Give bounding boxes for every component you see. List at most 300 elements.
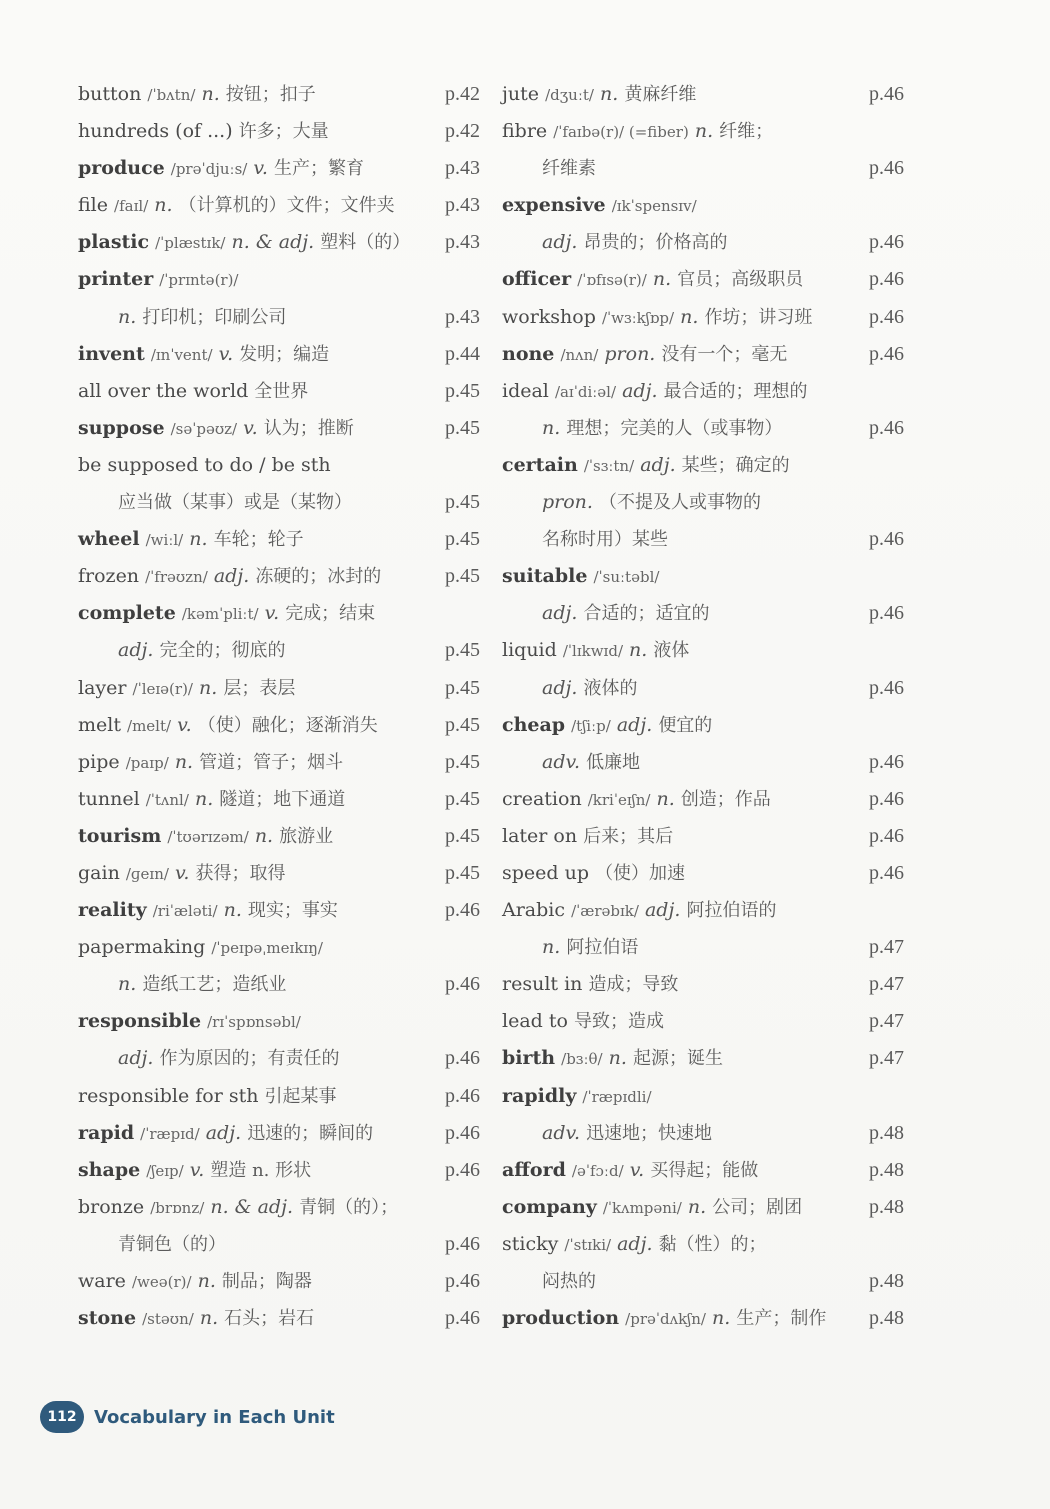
- vocab-entry: [78, 113, 478, 150]
- part-of-speech: adj.: [118, 1047, 154, 1070]
- vocab-entry: [78, 336, 478, 373]
- phonetic: /bɜːθ/: [561, 1050, 603, 1069]
- page-reference: p.45: [445, 379, 480, 402]
- headword: melt: [78, 713, 121, 736]
- chinese-meaning: 迅速的；瞬间的: [247, 1122, 374, 1144]
- page-reference: p.46: [869, 602, 904, 625]
- vocab-entry: [502, 224, 902, 261]
- page-reference: p.46: [445, 973, 480, 996]
- phonetic: /wiːl/: [145, 531, 184, 550]
- chinese-meaning: 完成；结束: [285, 603, 376, 625]
- headword: file: [78, 194, 108, 217]
- chinese-meaning: 制品；陶器: [221, 1271, 312, 1292]
- chinese-meaning: 纤维素: [542, 158, 596, 180]
- chinese-meaning: 打印机；印刷公司: [142, 306, 287, 328]
- headword: Arabic: [502, 899, 566, 922]
- page-reference: p.47: [869, 1010, 904, 1033]
- chinese-meaning: 阿拉伯语: [566, 937, 639, 959]
- vocab-entry: [502, 670, 902, 707]
- vocab-entry: [78, 558, 478, 595]
- vocab-entry: [502, 187, 902, 224]
- page-reference: p.45: [445, 639, 480, 662]
- chinese-meaning: 冻硬的；冰封的: [255, 566, 382, 588]
- chinese-meaning: 名称时用）某些: [542, 529, 668, 551]
- vocab-entry: [78, 1003, 478, 1040]
- vocab-entry: [78, 261, 478, 298]
- part-of-speech: n.: [542, 416, 561, 439]
- part-of-speech: n.: [223, 899, 242, 922]
- page-reference: p.46: [869, 268, 904, 291]
- vocab-entry: [78, 855, 478, 892]
- chinese-meaning: （使）融化；逐渐消失: [197, 714, 378, 736]
- headword: ideal: [502, 379, 549, 402]
- vocab-entry: [502, 521, 902, 558]
- headword: production: [502, 1307, 620, 1330]
- vocab-entry: [502, 410, 902, 447]
- part-of-speech: v.: [253, 157, 268, 180]
- chinese-meaning: 阿拉伯语的: [686, 900, 777, 922]
- headword: rapidly: [502, 1084, 577, 1107]
- headword: rapid: [78, 1121, 135, 1144]
- chinese-meaning: 创造；作品: [680, 788, 771, 810]
- part-of-speech: n.: [600, 83, 619, 105]
- chinese-meaning: 完全的；彻底的: [159, 640, 286, 662]
- headword: creation: [502, 787, 582, 810]
- headword: result in: [502, 973, 583, 996]
- phonetic: /ˈræpɪdli/: [582, 1087, 652, 1106]
- page-reference: p.44: [445, 342, 480, 365]
- headword: suppose: [78, 416, 165, 439]
- phonetic: /prəˈdjuːs/: [170, 160, 248, 179]
- page-reference: p.45: [445, 787, 480, 810]
- phonetic: /ɪkˈspensɪv/: [611, 197, 697, 216]
- vocab-entry: [78, 1115, 478, 1152]
- page-reference: p.45: [445, 824, 480, 847]
- phonetic: /ˈɒfɪsə(r)/: [577, 271, 647, 290]
- chinese-meaning: 最合适的；理想的: [663, 380, 808, 402]
- phonetic: /riˈæləti/: [152, 902, 218, 921]
- phonetic: /ˈfaɪbə(r)/ (=fiber): [553, 123, 689, 142]
- part-of-speech: v.: [174, 861, 190, 884]
- phonetic: /ˈræpɪd/: [140, 1124, 200, 1143]
- page-reference: p.45: [445, 750, 480, 773]
- page-reference: p.46: [445, 1121, 480, 1144]
- headword: workshop: [502, 305, 596, 328]
- phonetic: /ˈtʊərɪzəm/: [167, 827, 249, 846]
- chinese-meaning: 现实；事实: [247, 900, 338, 922]
- chinese-meaning: 黏（性）的；: [658, 1233, 767, 1255]
- phonetic: /ɡeɪn/: [125, 864, 169, 883]
- page-reference: p.48: [869, 1195, 904, 1218]
- page-reference: p.43: [445, 305, 480, 328]
- page-reference: p.46: [869, 231, 904, 254]
- phonetic: /rɪˈspɒnsəbl/: [207, 1013, 301, 1032]
- vocab-entry: [78, 224, 478, 261]
- page-reference: p.46: [869, 305, 904, 328]
- page-reference: p.47: [869, 936, 904, 959]
- headword: be supposed to do / be sth: [78, 453, 331, 476]
- vocab-entry: [78, 707, 478, 744]
- vocab-entry: [78, 1263, 478, 1300]
- chinese-meaning: 作坊；讲习班: [704, 306, 813, 328]
- headword: suitable: [502, 565, 588, 588]
- page-number-badge: 112: [40, 1401, 84, 1433]
- part-of-speech: adj.: [640, 453, 676, 476]
- chinese-meaning: 车轮；轮子: [213, 529, 304, 551]
- vocab-entry: [502, 1003, 902, 1040]
- page-reference: p.48: [869, 1307, 904, 1330]
- vocab-entry: [502, 818, 902, 855]
- chinese-meaning: 生产；制作: [736, 1308, 827, 1330]
- part-of-speech: n.: [656, 787, 675, 810]
- headword: cheap: [502, 713, 566, 736]
- vocab-entry: [78, 299, 478, 336]
- chinese-meaning: 引起某事: [264, 1085, 337, 1107]
- headword: shape: [78, 1158, 141, 1181]
- vocab-entry: [78, 373, 478, 410]
- phonetic: /paɪp/: [125, 753, 169, 772]
- vocab-entry: [502, 336, 902, 373]
- part-of-speech: n.: [201, 83, 220, 105]
- chinese-meaning: 塑造 n. 形状: [210, 1159, 312, 1181]
- chinese-meaning: 管道；管子；烟斗: [199, 751, 344, 773]
- headword: stone: [78, 1307, 137, 1330]
- phonetic: /prəˈdʌkʃn/: [625, 1310, 706, 1329]
- headword: responsible: [78, 1010, 202, 1033]
- vocab-entry: [502, 1226, 902, 1263]
- phonetic: /ˈbʌtn/: [147, 86, 196, 104]
- vocab-entry: [78, 744, 478, 781]
- vocab-entry: [502, 1115, 902, 1152]
- headword: produce: [78, 157, 165, 180]
- page-reference: p.46: [869, 824, 904, 847]
- headword: liquid: [502, 639, 557, 662]
- page-reference: p.46: [869, 676, 904, 699]
- chinese-meaning: 按钮；扣子: [225, 84, 316, 105]
- page-reference: p.46: [869, 83, 904, 105]
- headword: speed up: [502, 861, 590, 884]
- chinese-meaning: 发明；编造: [239, 343, 330, 365]
- vocab-entry: [502, 76, 902, 113]
- headword: wheel: [78, 528, 140, 551]
- page-reference: p.46: [445, 1158, 480, 1181]
- part-of-speech: v.: [218, 342, 234, 365]
- phonetic: /ˈleɪə(r)/: [132, 679, 193, 698]
- headword: later on: [502, 824, 578, 847]
- chinese-meaning: 造成；导致: [588, 974, 679, 996]
- page-reference: p.46: [869, 528, 904, 551]
- chinese-meaning: （使）加速: [595, 862, 686, 884]
- headword: papermaking: [78, 936, 206, 959]
- chinese-meaning: 闷热的: [542, 1271, 596, 1292]
- headword: expensive: [502, 194, 606, 217]
- part-of-speech: adv.: [542, 1121, 581, 1144]
- chinese-meaning: 某些；确定的: [681, 454, 790, 476]
- chinese-meaning: 黄麻纤维: [624, 84, 697, 105]
- headword: ware: [78, 1270, 126, 1292]
- chinese-meaning: 获得；取得: [195, 862, 286, 884]
- headword: printer: [78, 268, 154, 291]
- chinese-meaning: 层；表层: [223, 677, 296, 699]
- part-of-speech: n.: [194, 787, 214, 810]
- vocab-entry: [78, 818, 478, 855]
- part-of-speech: n.: [694, 120, 714, 143]
- page-reference: p.48: [869, 1270, 904, 1292]
- headword: gain: [78, 861, 120, 884]
- page-reference: p.46: [869, 416, 904, 439]
- phonetic: /ˈwɜːkʃɒp/: [601, 308, 675, 327]
- page-reference: p.47: [869, 1047, 904, 1070]
- headword: all over the world: [78, 379, 249, 402]
- vocab-entry: [502, 1152, 902, 1189]
- headword: frozen: [78, 565, 140, 588]
- headword: plastic: [78, 231, 150, 254]
- phonetic: /ʃeɪp/: [146, 1161, 184, 1180]
- vocab-entry: [78, 1040, 478, 1077]
- phonetic: /brɒnz/: [150, 1198, 205, 1217]
- chinese-meaning: 认为；推断: [263, 417, 354, 439]
- chinese-meaning: 后来；其后: [583, 825, 674, 847]
- chinese-meaning: 迅速地；快速地: [586, 1122, 713, 1144]
- page-reference: p.46: [869, 787, 904, 810]
- phonetic: /kəmˈpliːt/: [181, 605, 259, 624]
- phonetic: /ˈpeɪpəˌmeɪkɪŋ/: [211, 939, 323, 958]
- page-reference: p.45: [445, 491, 480, 514]
- page-reference: p.45: [445, 416, 480, 439]
- chinese-meaning: 石头；岩石: [224, 1308, 315, 1330]
- phonetic: /faɪl/: [114, 197, 149, 216]
- page-footer: [40, 1400, 335, 1434]
- chinese-meaning: 起源；诞生: [632, 1048, 723, 1070]
- page-reference: p.46: [869, 750, 904, 773]
- part-of-speech: n.: [197, 1270, 216, 1292]
- headword: certain: [502, 453, 578, 476]
- part-of-speech: adj.: [622, 379, 658, 402]
- part-of-speech: adj.: [118, 639, 154, 662]
- part-of-speech: v.: [189, 1158, 205, 1181]
- chinese-meaning: 买得起；能做: [650, 1159, 759, 1181]
- chinese-meaning: 作为原因的；有责任的: [159, 1048, 340, 1070]
- vocab-entry: [78, 76, 478, 113]
- phonetic: /ɪnˈvent/: [150, 345, 213, 364]
- page-reference: p.48: [869, 1121, 904, 1144]
- page-reference: p.46: [445, 1232, 480, 1255]
- footer-title: Vocabulary in Each Unit: [94, 1406, 335, 1428]
- chinese-meaning: 理想；完美的人（或事物）: [566, 417, 783, 439]
- vocab-entry: [78, 929, 478, 966]
- vocab-entry: [502, 299, 902, 336]
- phonetic: /ˈstɪki/: [564, 1235, 612, 1254]
- part-of-speech: v.: [264, 602, 280, 625]
- phonetic: /melt/: [127, 716, 172, 735]
- part-of-speech: n.: [154, 194, 173, 217]
- vocab-entry: [502, 595, 902, 632]
- chinese-meaning: 全世界: [254, 380, 309, 402]
- chinese-meaning: 旅游业: [279, 825, 334, 847]
- part-of-speech: n.: [712, 1307, 731, 1330]
- vocab-entry: [502, 1300, 902, 1337]
- vocab-entry: [502, 1040, 902, 1077]
- phonetic: /səˈpəʊz/: [170, 419, 238, 438]
- headword: complete: [78, 602, 176, 625]
- vocab-column-left: [78, 76, 478, 1337]
- headword: none: [502, 342, 555, 365]
- headword: tourism: [78, 824, 162, 847]
- vocab-entry: [502, 781, 902, 818]
- vocab-entry: [502, 261, 902, 298]
- phonetic: /tʃiːp/: [571, 716, 611, 735]
- phonetic: /dʒuːt/: [545, 86, 594, 104]
- vocab-entry: [78, 1189, 478, 1226]
- chinese-meaning: （不提及人或事物的: [599, 492, 762, 514]
- part-of-speech: v.: [177, 713, 192, 736]
- vocab-entry: [78, 1226, 478, 1263]
- vocab-entry: [78, 150, 478, 187]
- part-of-speech: adj.: [213, 565, 250, 588]
- chinese-meaning: 导致；造成: [573, 1011, 664, 1033]
- page-reference: p.42: [445, 83, 480, 105]
- phonetic: /stəʊn/: [142, 1310, 194, 1329]
- chinese-meaning: 生产；繁育: [273, 158, 364, 180]
- vocab-entry: [502, 632, 902, 669]
- headword: responsible for sth: [78, 1084, 259, 1107]
- phonetic: /aɪˈdiːəl/: [554, 382, 617, 401]
- phonetic: /ˈsuːtəbl/: [593, 568, 660, 587]
- vocab-entry: [502, 558, 902, 595]
- part-of-speech: n.: [174, 750, 194, 773]
- chinese-meaning: 隧道；地下通道: [219, 788, 346, 810]
- part-of-speech: n.: [542, 936, 561, 959]
- vocab-entry: [502, 113, 902, 150]
- phonetic: /ˈsɜːtn/: [583, 456, 635, 475]
- vocab-entry: [502, 447, 902, 484]
- vocab-entry: [78, 966, 478, 1003]
- chinese-meaning: 造纸工艺；造纸业: [142, 974, 287, 996]
- phonetic: /ˈfrəʊzn/: [145, 568, 208, 587]
- vocab-entry: [78, 521, 478, 558]
- chinese-meaning: 液体: [653, 640, 690, 662]
- headword: fibre: [502, 120, 548, 143]
- part-of-speech: adj.: [617, 1232, 653, 1255]
- vocab-column-right: [502, 76, 902, 1337]
- page-reference: p.46: [869, 342, 904, 365]
- part-of-speech: n.: [652, 268, 672, 291]
- chinese-meaning: 纤维；: [719, 121, 774, 143]
- phonetic: /ˈærəbɪk/: [571, 902, 639, 921]
- page-reference: p.45: [445, 861, 480, 884]
- headword: invent: [78, 342, 145, 365]
- headword: jute: [502, 83, 540, 105]
- page-reference: p.45: [445, 676, 480, 699]
- page-reference: p.46: [445, 1084, 480, 1107]
- vocab-entry: [78, 892, 478, 929]
- page-reference: p.46: [445, 1307, 480, 1330]
- phonetic: /nʌn/: [560, 345, 599, 364]
- chinese-meaning: 塑料（的）: [320, 232, 411, 254]
- part-of-speech: pron.: [542, 491, 593, 514]
- vocab-entry: [78, 410, 478, 447]
- phonetic: /ˈprɪntə(r)/: [159, 271, 239, 290]
- chinese-meaning: 公司；剧团: [712, 1196, 803, 1218]
- part-of-speech: adj.: [616, 713, 653, 736]
- part-of-speech: n.: [629, 639, 648, 662]
- phonetic: /ˈkʌmpəni/: [602, 1198, 682, 1217]
- chinese-meaning: 官员；高级职员: [677, 269, 804, 291]
- chinese-meaning: 青铜（的）；: [299, 1196, 399, 1218]
- vocab-entry: [78, 1078, 478, 1115]
- chinese-meaning: 应当做（某事）或是（某物）: [118, 492, 352, 514]
- part-of-speech: adj.: [205, 1121, 242, 1144]
- part-of-speech: n.: [199, 676, 218, 699]
- chinese-meaning: 昂贵的；价格高的: [583, 232, 728, 254]
- vocab-entry: [78, 670, 478, 707]
- headword: pipe: [78, 750, 120, 773]
- part-of-speech: n. & adj.: [231, 231, 315, 254]
- phonetic: /ˈlɪkwɪd/: [562, 642, 623, 661]
- vocab-entry: [502, 929, 902, 966]
- page-reference: p.42: [445, 120, 480, 143]
- part-of-speech: n.: [189, 528, 208, 551]
- headword: reality: [78, 899, 147, 922]
- phonetic: /kriˈeɪʃn/: [587, 790, 651, 809]
- headword: afford: [502, 1158, 566, 1181]
- part-of-speech: n.: [118, 305, 137, 328]
- chinese-meaning: 便宜的: [658, 714, 713, 736]
- page-reference: p.48: [869, 1158, 904, 1181]
- headword: layer: [78, 676, 127, 699]
- vocab-entry: [78, 1152, 478, 1189]
- part-of-speech: adj.: [542, 676, 578, 699]
- headword: tunnel: [78, 787, 140, 810]
- part-of-speech: adj.: [542, 231, 578, 254]
- page-reference: p.46: [869, 861, 904, 884]
- headword: bronze: [78, 1195, 145, 1218]
- headword: birth: [502, 1047, 556, 1070]
- chinese-meaning: 低廉地: [586, 751, 641, 773]
- part-of-speech: n.: [680, 305, 699, 328]
- part-of-speech: pron.: [604, 342, 656, 365]
- vocab-entry: [502, 484, 902, 521]
- headword: company: [502, 1195, 597, 1218]
- vocab-entry: [502, 744, 902, 781]
- vocab-entry: [78, 187, 478, 224]
- vocab-entry: [502, 892, 902, 929]
- vocab-entry: [78, 632, 478, 669]
- phonetic: /ˈplæstɪk/: [155, 234, 226, 253]
- vocab-entry: [502, 1189, 902, 1226]
- page-reference: p.47: [869, 973, 904, 996]
- phonetic: /əˈfɔːd/: [571, 1161, 624, 1180]
- vocab-entry: [502, 1263, 902, 1300]
- headword: lead to: [502, 1010, 568, 1033]
- part-of-speech: n.: [608, 1047, 627, 1070]
- part-of-speech: n.: [687, 1195, 707, 1218]
- vocab-entry: [78, 1300, 478, 1337]
- part-of-speech: n. & adj.: [210, 1195, 294, 1218]
- part-of-speech: n.: [118, 973, 137, 996]
- part-of-speech: adj.: [644, 899, 681, 922]
- vocab-entry: [502, 855, 902, 892]
- headword: hundreds (of ...): [78, 120, 233, 143]
- page-reference: p.46: [445, 1270, 480, 1292]
- vocab-entry: [78, 781, 478, 818]
- page-reference: p.46: [445, 899, 480, 922]
- chinese-meaning: 青铜色（的）: [118, 1233, 226, 1255]
- vocab-entry: [78, 595, 478, 632]
- part-of-speech: v.: [243, 416, 258, 439]
- page-reference: p.45: [445, 528, 480, 551]
- vocab-entry: [502, 1078, 902, 1115]
